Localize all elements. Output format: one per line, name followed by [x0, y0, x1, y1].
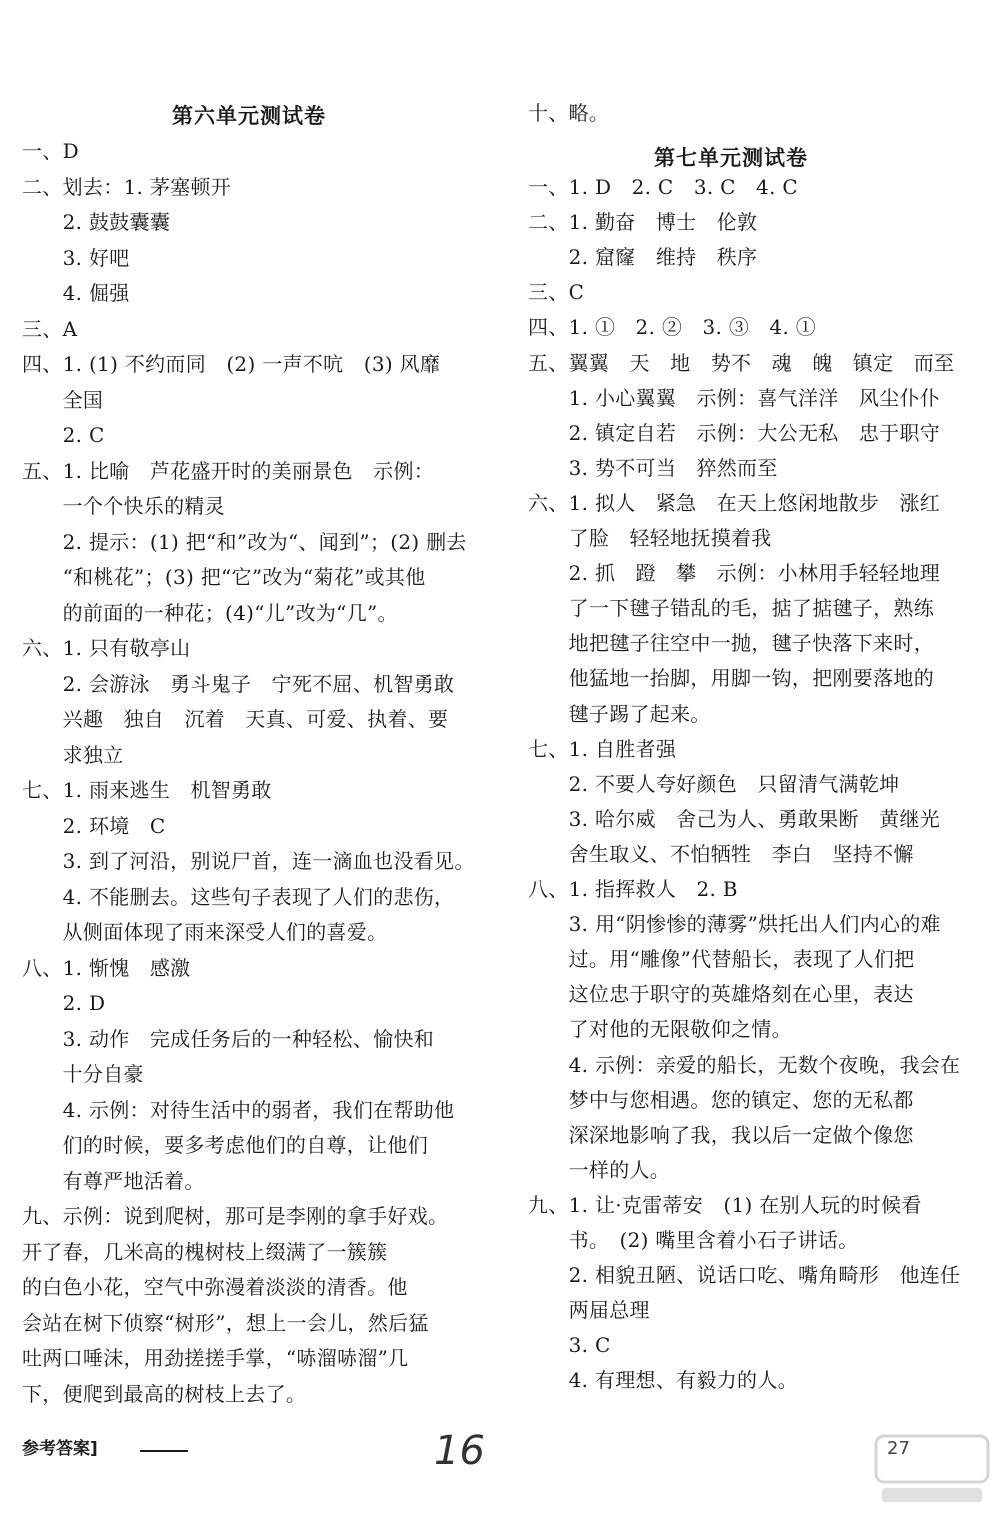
left-answer-line-34: 会站在树下侦察“树形”，想上一会儿，然后猛	[22, 1310, 429, 1335]
right-answer-line-10: 六、1. 拟人 紧急 在天上悠闲地散步 涨红	[528, 490, 941, 515]
left-answer-line-3: 2. 鼓鼓囊囊	[22, 210, 171, 234]
right-answer-line-25: 了对他的无限敬仰之情。	[528, 1017, 792, 1042]
right-answer-line-3: 2. 窟窿 维持 秩序	[528, 245, 758, 270]
right-answer-line-31: 书。 (2) 嘴里含着小石子讲话。	[528, 1228, 859, 1252]
right-answer-line-18: 2. 不要人夸好颜色 只留清气满乾坤	[528, 771, 900, 796]
left-answer-line-4: 3. 好吧	[22, 245, 130, 270]
left-answer-line-5: 4. 倔强	[22, 281, 130, 305]
left-answer-line-6: 三、A	[22, 316, 78, 341]
right-answer-line-17: 七、1. 自胜者强	[528, 736, 677, 761]
left-answer-line-25: 2. D	[22, 991, 106, 1015]
left-answer-line-8: 全国	[22, 387, 104, 412]
left-answer-line-16: 2. 会游泳 勇斗鬼子 宁死不屈、机智勇敢	[22, 671, 455, 696]
right-answer-line-5: 四、1. ① 2. ② 3. ③ 4. ①	[528, 315, 817, 340]
page-number: 27	[887, 1438, 910, 1459]
right-answer-line-27: 梦中与您相遇。您的镇定、您的无私都	[528, 1087, 914, 1112]
left-answer-line-17: 兴趣 独自 沉着 天真、可爱、执着、要	[22, 707, 449, 731]
footer-label: 参考答案]	[22, 1439, 98, 1459]
left-answer-line-33: 的白色小花，空气中弥漫着淡淡的清香。他	[22, 1275, 408, 1299]
left-answer-line-10: 五、1. 比喻 芦花盛开时的美丽景色 示例：	[22, 458, 435, 483]
left-answer-line-1: 一、D	[22, 139, 79, 163]
right-answer-line-26: 4. 示例：亲爱的船长，无数个夜晚，我会在	[528, 1052, 961, 1077]
right-answer-line-4: 三、C	[528, 280, 585, 305]
right-answer-line-29: 一样的人。	[528, 1157, 671, 1182]
right-answer-line-22: 3. 用“阴惨惨的薄雾”烘托出人们内心的难	[528, 912, 941, 937]
left-answer-line-15: 六、1. 只有敬亭山	[22, 636, 191, 660]
right-answer-line-20: 舍生取义、不怕牺牲 李白 坚持不懈	[528, 841, 914, 866]
left-answer-line-14: 的前面的一种花；(4)“儿”改为“几”。	[22, 600, 398, 625]
right-answer-line-7: 1. 小心翼翼 示例：喜气洋洋 风尘仆仆	[528, 385, 941, 410]
right-answer-line-11: 了脸 轻轻地抚摸着我	[528, 526, 772, 550]
right-answer-line-21: 八、1. 指挥救人 2. B	[528, 877, 738, 901]
right-answer-line-33: 两届总理	[528, 1298, 650, 1323]
left-answer-line-19: 七、1. 雨来逃生 机智勇敢	[22, 778, 272, 802]
right-answer-line-6: 五、翼翼 天 地 势不 魂 魄 镇定 而至	[528, 350, 955, 375]
right-answer-line-19: 3. 哈尔威 舍己为人、勇敢果断 黄继光	[528, 806, 941, 831]
right-answer-line-34: 3. C	[528, 1333, 611, 1358]
footer-rule	[140, 1450, 188, 1452]
right-answer-line-13: 了一下毽子错乱的毛，掂了掂毽子，熟练	[528, 596, 934, 621]
left-answer-line-36: 下，便爬到最高的树枝上去了。	[22, 1381, 307, 1406]
right-answer-line-12: 2. 抓 蹬 攀 示例：小林用手轻轻地理	[528, 561, 941, 586]
left-answer-line-18: 求独立	[22, 742, 124, 767]
left-answer-line-12: 2. 提示：(1) 把“和”改为“、闻到”；(2) 删去	[22, 529, 467, 554]
right-answer-line-9: 3. 势不可当 猝然而至	[528, 455, 778, 480]
left-answer-line-9: 2. C	[22, 423, 105, 447]
left-answer-line-28: 4. 示例：对待生活中的弱者，我们在帮助他	[22, 1097, 455, 1122]
left-answer-line-30: 有尊严地活着。	[22, 1168, 205, 1193]
unit-6-title: 第六单元测试卷	[172, 103, 326, 128]
left-answer-line-27: 十分自豪	[22, 1062, 144, 1086]
left-answer-line-23: 从侧面体现了雨来深受人们的喜爱。	[22, 920, 388, 944]
right-answer-line-23: 过。用“雕像”代替船长，表现了人们把	[528, 947, 915, 972]
right-answer-line-15: 他猛地一抬脚，用脚一钩，把刚要落地的	[528, 666, 934, 691]
left-answer-line-7: 四、1. (1) 不约而同 (2) 一声不吭 (3) 风靡	[22, 352, 441, 376]
right-answer-line-35: 4. 有理想、有毅力的人。	[528, 1368, 798, 1393]
right-answer-line-2: 二、1. 勤奋 博士 伦敦	[528, 210, 758, 235]
left-answer-line-26: 3. 动作 完成任务后的一种轻松、愉快和	[22, 1026, 435, 1051]
left-answer-line-21: 3. 到了河沿，别说尸首，连一滴血也没看见。	[22, 849, 475, 873]
left-answer-line-24: 八、1. 惭愧 感激	[22, 955, 191, 980]
left-answer-line-13: “和桃花”；(3) 把“它”改为“菊花”或其他	[22, 565, 426, 589]
left-answer-line-2: 二、划去：1. 茅塞顿开	[22, 174, 232, 199]
left-answer-line-32: 开了春，几米高的槐树枝上缀满了一簇簇	[22, 1239, 388, 1264]
left-answer-line-20: 2. 环境 C	[22, 813, 166, 838]
handwritten-number: 16	[434, 1428, 485, 1474]
right-answer-line-16: 毽子踢了起来。	[528, 701, 711, 726]
left-answer-line-29: 们的时候，要多考虑他们的自尊，让他们	[22, 1133, 428, 1157]
right-answer-line-32: 2. 相貌丑陋、说话口吃、嘴角畸形 他连任	[528, 1263, 961, 1288]
watermark-logo-icon	[872, 1430, 992, 1510]
section-10-line: 十、略。	[528, 101, 610, 125]
right-answer-line-1: 一、1. D 2. C 3. C 4. C	[528, 175, 799, 199]
right-answer-line-24: 这位忠于职守的英雄烙刻在心里，表达	[528, 982, 914, 1007]
left-answer-line-35: 吐两口唾沫，用劲搓搓手掌，“哧溜哧溜”几	[22, 1346, 409, 1370]
right-answer-line-8: 2. 镇定自若 示例：大公无私 忠于职守	[528, 420, 941, 445]
left-answer-line-11: 一个个快乐的精灵	[22, 494, 225, 518]
left-answer-line-22: 4. 不能删去。这些句子表现了人们的悲伤，	[22, 884, 455, 909]
right-answer-line-14: 地把毽子往空中一抛，毽子快落下来时，	[528, 631, 934, 656]
right-answer-line-30: 九、1. 让·克雷蒂安 (1) 在别人玩的时候看	[528, 1192, 922, 1217]
unit-7-title: 第七单元测试卷	[654, 145, 808, 170]
right-answer-line-28: 深深地影响了我，我以后一定做个像您	[528, 1122, 914, 1147]
left-answer-line-31: 九、示例：说到爬树，那可是李刚的拿手好戏。	[22, 1204, 449, 1228]
